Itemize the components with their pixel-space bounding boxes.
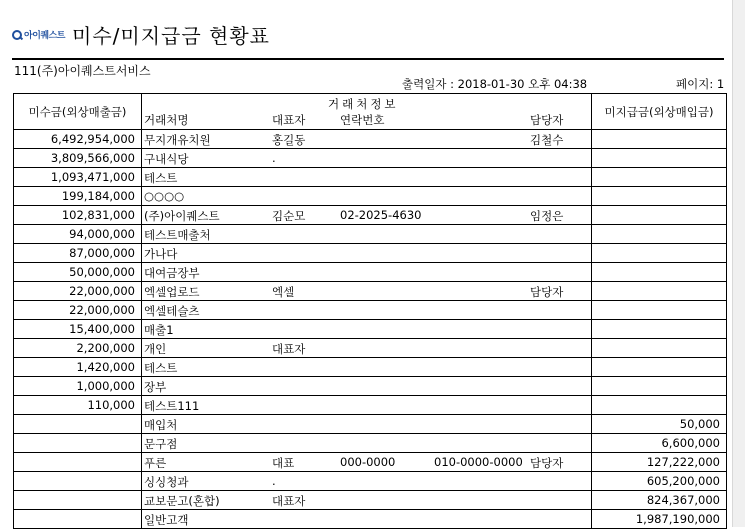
payable-cell: 824,367,000 [592, 491, 727, 510]
logo-text: 아이퀘스트 [24, 31, 65, 41]
status-table [13, 93, 727, 529]
table-row [14, 339, 727, 358]
partner-manager: 담당자 [530, 456, 564, 470]
partner-name: 엑셀테슬츠 [144, 304, 200, 318]
table-row [14, 472, 727, 491]
receivable-cell [14, 510, 142, 529]
table-row [14, 396, 727, 415]
receivable-cell [14, 415, 142, 434]
table-row [14, 510, 727, 529]
partner-cell [142, 377, 592, 396]
receivable-cell [14, 472, 142, 491]
company-name: 111(주)아이퀘스트서비스 [14, 64, 151, 78]
partner-name: 테스트 [144, 171, 178, 185]
payable-cell: 6,600,000 [592, 434, 727, 453]
receivable-cell: 199,184,000 [14, 187, 142, 206]
payable-cell: 127,222,000 [592, 453, 727, 472]
payable-cell: 1,987,190,000 [592, 510, 727, 529]
partner-rep: 엑셀 [272, 285, 295, 299]
payable-cell: 605,200,000 [592, 472, 727, 491]
table-row [14, 225, 727, 244]
table-row [14, 187, 727, 206]
receivable-cell: 50,000,000 [14, 263, 142, 282]
receivable-cell: 1,420,000 [14, 358, 142, 377]
partner-name: 장부 [144, 380, 167, 394]
partner-name: 대여금장부 [144, 266, 200, 280]
header-receivable: 미수금(외상매출금) [14, 94, 142, 130]
partner-cell [142, 282, 592, 301]
payable-cell [592, 225, 727, 244]
payable-cell [592, 320, 727, 339]
table-row [14, 358, 727, 377]
payable-cell [592, 149, 727, 168]
header-partner-info [142, 94, 592, 130]
payable-cell [592, 301, 727, 320]
receivable-cell [14, 434, 142, 453]
table-row [14, 415, 727, 434]
partner-rep: 대표자 [272, 494, 306, 508]
partner-name: 구내식당 [144, 152, 189, 166]
partner-cell [142, 187, 592, 206]
receivable-cell: 1,000,000 [14, 377, 142, 396]
report-header [12, 14, 724, 60]
table-row [14, 149, 727, 168]
partner-name: 매입처 [144, 418, 178, 432]
partner-cell [142, 225, 592, 244]
header-rep: 대표자 [272, 113, 306, 127]
partner-tel: 000-0000 [340, 455, 396, 469]
partner-rep: 홍길동 [272, 133, 306, 147]
partner-rep: 대표자 [272, 342, 306, 356]
partner-tel: 02-2025-4630 [340, 208, 422, 222]
table-row [14, 301, 727, 320]
receivable-cell [14, 453, 142, 472]
header-group: 거래처정보 [328, 97, 399, 111]
partner-name: 교보문고(혼합) [144, 494, 220, 508]
table-row [14, 434, 727, 453]
partner-rep: 대표 [272, 456, 295, 470]
partner-cell [142, 510, 592, 529]
partner-name: 일반고객 [144, 513, 189, 527]
payable-cell [592, 263, 727, 282]
receivable-cell: 110,000 [14, 396, 142, 415]
payable-cell [592, 130, 727, 149]
partner-name: 테스트 [144, 361, 178, 375]
receivable-cell: 2,200,000 [14, 339, 142, 358]
receivable-cell: 102,831,000 [14, 206, 142, 225]
partner-cell [142, 472, 592, 491]
table-header-row [14, 94, 727, 130]
partner-name: (주)아이퀘스트 [144, 209, 220, 223]
partner-name: 테스트매출처 [144, 228, 211, 242]
receivable-cell: 3,809,566,000 [14, 149, 142, 168]
partner-cell [142, 415, 592, 434]
receivable-cell: 22,000,000 [14, 301, 142, 320]
partner-cell [142, 244, 592, 263]
payable-cell [592, 244, 727, 263]
partner-cell [142, 491, 592, 510]
payable-cell [592, 339, 727, 358]
payable-cell [592, 168, 727, 187]
partner-cell [142, 301, 592, 320]
receivable-cell: 94,000,000 [14, 225, 142, 244]
receivable-cell: 1,093,471,000 [14, 168, 142, 187]
table-row [14, 206, 727, 225]
receivable-cell: 22,000,000 [14, 282, 142, 301]
q-logo-icon [12, 30, 22, 40]
company-logo [12, 28, 65, 41]
vertical-scrollbar[interactable] [732, 0, 745, 527]
receivable-cell: 87,000,000 [14, 244, 142, 263]
header-name: 거래처명 [144, 113, 189, 127]
header-tel: 연락번호 [340, 113, 385, 127]
partner-name: 싱싱청과 [144, 475, 189, 489]
partner-name: 엑셀업로드 [144, 285, 200, 299]
partner-name: ○○○○ [144, 189, 185, 203]
partner-cell [142, 320, 592, 339]
report-title: 미수/미지급금 현황표 [72, 24, 270, 48]
partner-cell [142, 434, 592, 453]
partner-cell [142, 263, 592, 282]
partner-rep: . [272, 474, 276, 488]
partner-cell [142, 168, 592, 187]
payable-cell [592, 187, 727, 206]
payable-cell [592, 206, 727, 225]
receivable-cell: 15,400,000 [14, 320, 142, 339]
partner-name: 테스트111 [144, 399, 200, 413]
table-row [14, 130, 727, 149]
table-row [14, 377, 727, 396]
payable-cell [592, 377, 727, 396]
payable-cell: 50,000 [592, 415, 727, 434]
partner-manager: 임정은 [530, 209, 564, 223]
payable-cell [592, 396, 727, 415]
partner-cell [142, 358, 592, 377]
partner-name: 가나다 [144, 247, 178, 261]
payable-cell [592, 282, 727, 301]
table-row [14, 168, 727, 187]
partner-cell [142, 206, 592, 225]
table-row [14, 491, 727, 510]
partner-cell [142, 339, 592, 358]
partner-name: 무지개유치원 [144, 133, 211, 147]
partner-name: 개인 [144, 342, 167, 356]
table-row [14, 453, 727, 472]
table-row [14, 282, 727, 301]
partner-mobile: 010-0000-0000 [434, 455, 523, 469]
partner-rep: 김순모 [272, 209, 306, 223]
header-manager: 담당자 [530, 113, 564, 127]
table-row [14, 263, 727, 282]
partner-name: 푸른 [144, 456, 167, 470]
receivable-cell: 6,492,954,000 [14, 130, 142, 149]
partner-manager: 김철수 [530, 133, 564, 147]
partner-cell [142, 130, 592, 149]
page-number: 페이지: 1 [676, 77, 725, 91]
partner-rep: . [272, 151, 276, 165]
partner-cell [142, 453, 592, 472]
partner-name: 문구점 [144, 437, 178, 451]
header-payable: 미지급금(외상매입금) [592, 94, 727, 130]
partner-name: 매출1 [144, 323, 174, 337]
partner-cell [142, 396, 592, 415]
partner-cell [142, 149, 592, 168]
receivable-cell [14, 491, 142, 510]
table-row [14, 244, 727, 263]
payable-cell [592, 358, 727, 377]
print-date: 출력일자 : 2018-01-30 오후 04:38 [402, 77, 588, 91]
table-row [14, 320, 727, 339]
partner-manager: 담당자 [530, 285, 564, 299]
